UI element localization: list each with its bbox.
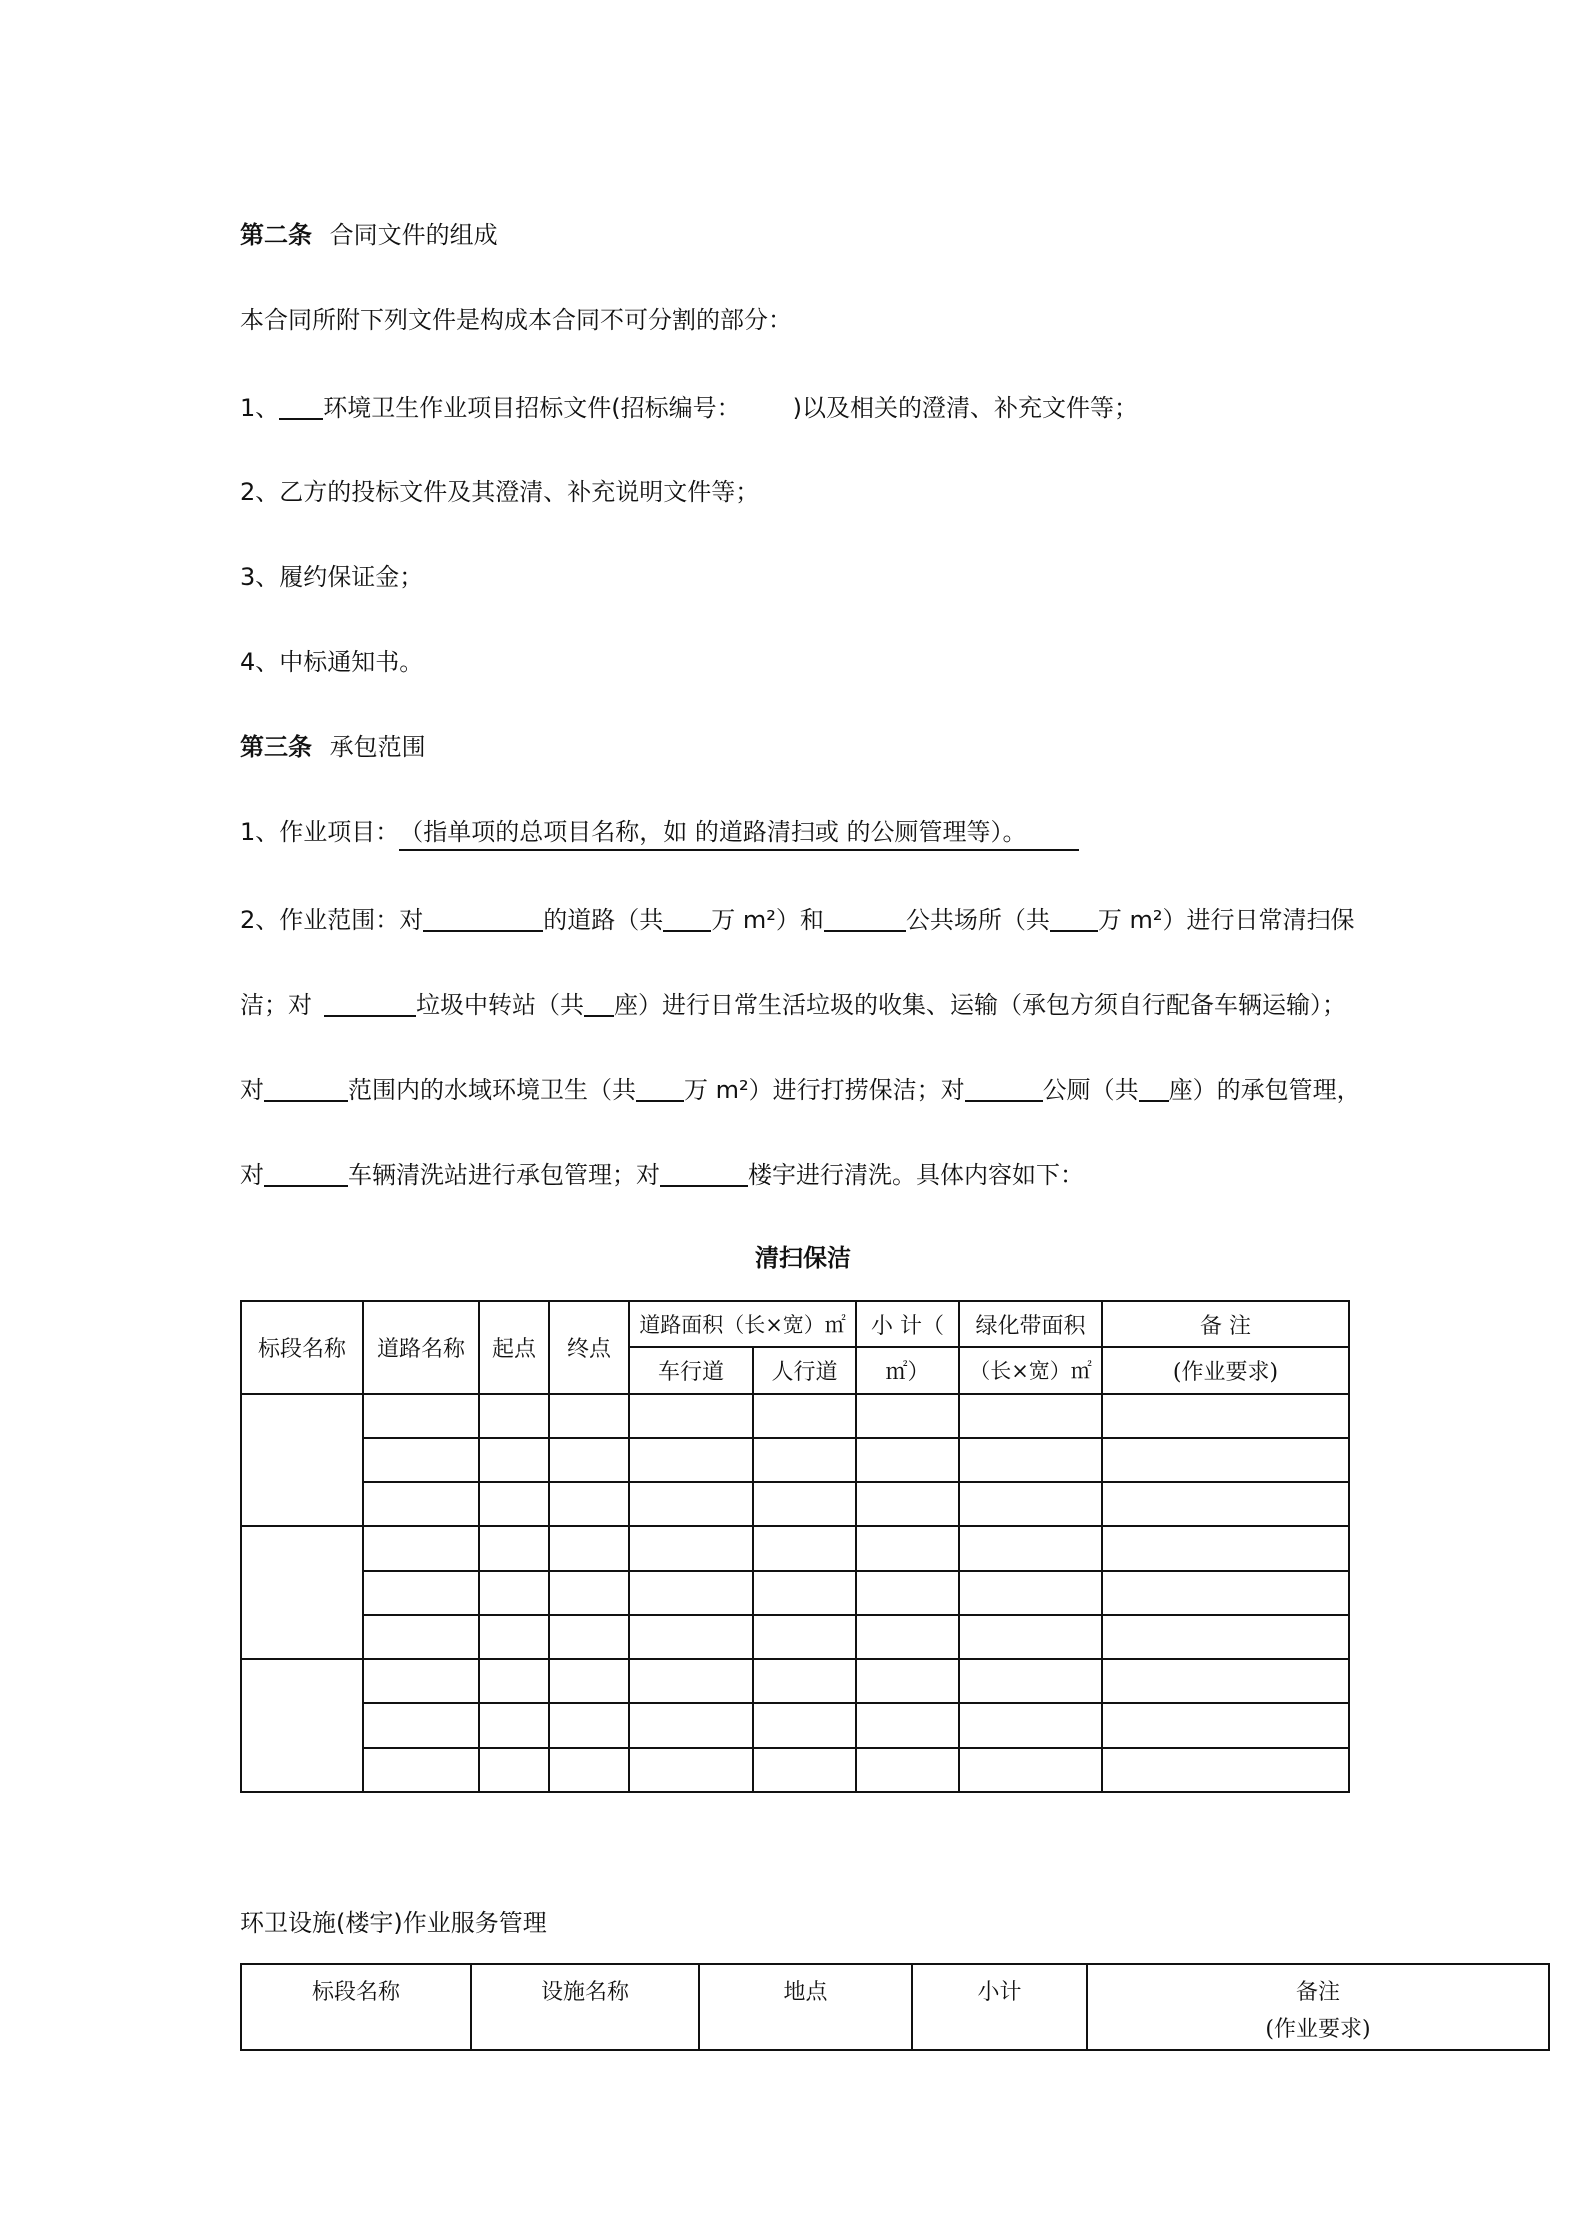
table-cell [549, 1482, 629, 1526]
table-cell [363, 1438, 479, 1482]
table-cell [549, 1748, 629, 1792]
blank [324, 989, 416, 1017]
p4-a: 对 [240, 1076, 264, 1104]
table2-title: 环卫设施(楼宇)作业服务管理 [240, 1909, 547, 1937]
p2-e: 万 m²）进行日常清扫保 [1097, 906, 1355, 934]
table-cell [629, 1394, 753, 1438]
blank [663, 904, 711, 932]
table-cell [363, 1482, 479, 1526]
blank [264, 1159, 348, 1187]
table-cell [856, 1482, 959, 1526]
header-road: 道路名称 [363, 1301, 479, 1394]
table-cell [363, 1659, 479, 1703]
header-remark [1102, 1301, 1349, 1347]
blank [660, 1159, 748, 1187]
section3-p1 [240, 812, 1079, 851]
segment-cell [241, 1394, 363, 1527]
blank [279, 392, 323, 420]
p4-b: 范围内的水域环境卫生（共 [348, 1076, 636, 1104]
table-cell [959, 1482, 1102, 1526]
table-cell [479, 1659, 549, 1703]
table-cell [753, 1526, 856, 1570]
table-cell [479, 1703, 549, 1747]
table1-caption: 清扫保洁 [755, 1244, 851, 1272]
p4-c: 万 m²）进行打捞保洁；对 [684, 1076, 965, 1104]
table-cell [629, 1438, 753, 1482]
segment-cell [241, 1659, 363, 1792]
header-end: 终点 [549, 1301, 629, 1394]
blank [1050, 904, 1098, 932]
section2-heading-prefix: 第二条 [240, 221, 312, 249]
header-subtotal [856, 1301, 959, 1347]
table-cell [363, 1748, 479, 1792]
table-cell [959, 1438, 1102, 1482]
table-cell [959, 1615, 1102, 1659]
blank [965, 1074, 1043, 1102]
header-remark [1087, 1964, 1549, 2050]
table-cell [479, 1394, 549, 1438]
table-cell [1102, 1394, 1349, 1438]
table-cell [549, 1438, 629, 1482]
header-walk: 人行道 [753, 1347, 856, 1393]
table-cell [479, 1748, 549, 1792]
segment-cell [241, 1526, 363, 1659]
table-cell [1102, 1659, 1349, 1703]
table-cell [1102, 1482, 1349, 1526]
blank [264, 1074, 348, 1102]
section2-heading-text: 合同文件的组成 [329, 221, 498, 249]
table-cell [753, 1571, 856, 1615]
table-cell [479, 1571, 549, 1615]
table-cell [363, 1703, 479, 1747]
table-cell [629, 1659, 753, 1703]
table-cell [549, 1703, 629, 1747]
table-cell [549, 1526, 629, 1570]
table-cell [629, 1526, 753, 1570]
table-cell [1102, 1615, 1349, 1659]
table-cell [753, 1482, 856, 1526]
table-cell [856, 1438, 959, 1482]
header-green-b: （长×宽）㎡ [959, 1347, 1102, 1393]
table-cell [1102, 1526, 1349, 1570]
remark-b: (作业要求) [1265, 2017, 1371, 2042]
table-cell [959, 1748, 1102, 1792]
green-a: 绿化带面积 [975, 1313, 1086, 1339]
p4-e: 座）的承包管理， [1168, 1076, 1361, 1104]
table-cell [753, 1615, 856, 1659]
table-cell [1102, 1703, 1349, 1747]
header-location: 地点 [699, 1964, 912, 2050]
p1-label: 1、作业项目： [240, 818, 400, 846]
table-cell [753, 1748, 856, 1792]
cleaning-table [240, 1300, 1350, 1793]
p3-a: 洁；对 [240, 991, 312, 1019]
section2-item1 [240, 388, 1138, 423]
p2-a: 2、作业范围：对 [240, 906, 424, 934]
table-cell [363, 1615, 479, 1659]
blank [1139, 1074, 1169, 1102]
table-cell [959, 1394, 1102, 1438]
header-area: 道路面积（长×宽）㎡ [629, 1301, 856, 1347]
table-cell [959, 1703, 1102, 1747]
header-start: 起点 [479, 1301, 549, 1394]
section3-p2 [240, 900, 1355, 935]
section3-heading-prefix: 第三条 [240, 733, 312, 761]
p2-b: 的道路（共 [543, 906, 664, 934]
facility-table [240, 1963, 1550, 2051]
p5-b: 车辆清洗站进行承包管理；对 [348, 1161, 660, 1189]
table-cell [1102, 1571, 1349, 1615]
p5-c: 楼宇进行清洗。具体内容如下： [748, 1161, 1084, 1189]
p3-c: 座）进行日常生活垃圾的收集、运输（承包方须自行配备车辆运输）； [614, 991, 1346, 1019]
section3-p3 [240, 985, 1346, 1020]
table-cell [549, 1659, 629, 1703]
table-cell [629, 1748, 753, 1792]
table-cell [856, 1571, 959, 1615]
table-cell [856, 1703, 959, 1747]
section2-item4: 4、中标通知书。 [240, 648, 424, 676]
table-cell [479, 1526, 549, 1570]
subtotal-a: 小 计（ [871, 1313, 945, 1339]
p4-d: 公厕（共 [1042, 1076, 1139, 1104]
blank [584, 989, 614, 1017]
section2-intro: 本合同所附下列文件是构成本合同不可分割的部分： [240, 306, 792, 334]
item1-text: 环境卫生作业项目招标文件(招标编号： [323, 394, 741, 422]
header-facility: 设施名称 [471, 1964, 699, 2050]
table-cell [856, 1526, 959, 1570]
table-cell [363, 1571, 479, 1615]
p2-d: 公共场所（共 [905, 906, 1050, 934]
blank [824, 904, 906, 932]
section3-heading [240, 727, 426, 762]
table-cell [959, 1659, 1102, 1703]
header-green [959, 1301, 1102, 1347]
section2-item2: 2、乙方的投标文件及其澄清、补充说明文件等； [240, 478, 760, 506]
p3-b: 垃圾中转站（共 [416, 991, 584, 1019]
table-cell [549, 1394, 629, 1438]
header-subtotal: 小计 [912, 1964, 1087, 2050]
item1-number: 1、 [240, 394, 280, 422]
section2-item3: 3、履约保证金； [240, 563, 424, 591]
header-car: 车行道 [629, 1347, 753, 1393]
table-cell [363, 1526, 479, 1570]
header-segment: 标段名称 [241, 1301, 363, 1394]
table-cell [753, 1394, 856, 1438]
table-cell [1102, 1748, 1349, 1792]
table-cell [479, 1482, 549, 1526]
table-cell [479, 1615, 549, 1659]
section3-p4 [240, 1070, 1361, 1105]
section3-p5 [240, 1155, 1084, 1190]
table-cell [856, 1394, 959, 1438]
table-cell [629, 1571, 753, 1615]
table-cell [363, 1394, 479, 1438]
header-remark-b: (作业要求) [1102, 1347, 1349, 1393]
section3-heading-text: 承包范围 [329, 733, 426, 761]
p2-c: 万 m²）和 [711, 906, 824, 934]
table-cell [959, 1571, 1102, 1615]
table-cell [856, 1615, 959, 1659]
table-cell [629, 1703, 753, 1747]
table-cell [856, 1748, 959, 1792]
table-cell [753, 1659, 856, 1703]
remark-a: 备 注 [1200, 1313, 1252, 1339]
table-cell [753, 1438, 856, 1482]
table-cell [1102, 1438, 1349, 1482]
blank [423, 904, 543, 932]
p5-a: 对 [240, 1161, 264, 1189]
table-cell [479, 1438, 549, 1482]
remark-a: 备注 [1295, 1980, 1340, 2005]
table-cell [629, 1615, 753, 1659]
item1-tail: )以及相关的澄清、补充文件等； [792, 394, 1139, 422]
table-cell [959, 1526, 1102, 1570]
header-segment: 标段名称 [241, 1964, 471, 2050]
table-cell [629, 1482, 753, 1526]
header-subtotal-b: ㎡） [856, 1347, 959, 1393]
blank [636, 1074, 684, 1102]
section2-heading [240, 215, 498, 250]
table-cell [549, 1571, 629, 1615]
table-cell [753, 1703, 856, 1747]
table-cell [856, 1659, 959, 1703]
table-cell [549, 1615, 629, 1659]
p1-text: （指单项的总项目名称，如 的道路清扫或 的公厕管理等）。 [399, 812, 1079, 851]
